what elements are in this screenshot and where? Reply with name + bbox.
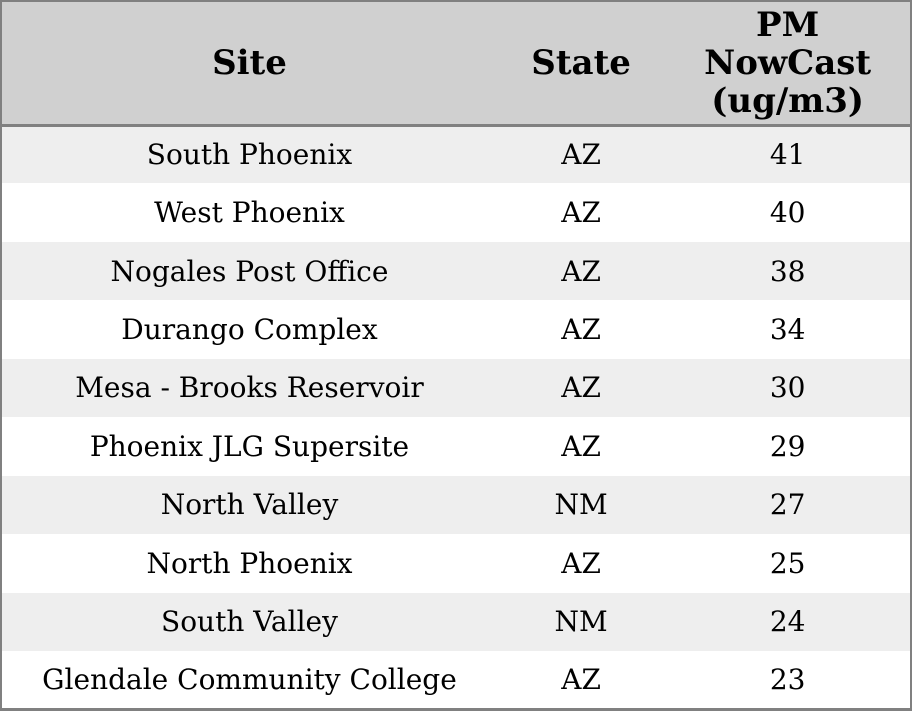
table-row: [1, 359, 911, 417]
state-cell: AZ: [561, 254, 601, 288]
table-body: [1, 125, 911, 710]
state-cell: AZ: [561, 313, 601, 347]
site-cell: Nogales Post Office: [110, 254, 389, 288]
table-row: [1, 242, 911, 300]
table-row: [1, 300, 911, 358]
column-header-pm-nowcast: [665, 1, 911, 125]
pm-nowcast-cell: 27: [769, 488, 806, 522]
state-cell: AZ: [561, 138, 601, 172]
column-header-site: [1, 1, 497, 125]
pm-nowcast-cell: 23: [769, 662, 806, 696]
column-header-state: [497, 1, 665, 125]
pm-nowcast-cell: 34: [769, 313, 806, 347]
pm-nowcast-cell: 29: [769, 429, 806, 463]
pm-nowcast-cell: 25: [769, 546, 806, 580]
pm-nowcast-cell: 40: [769, 196, 806, 230]
header-row: [1, 1, 911, 125]
table-row: [1, 183, 911, 241]
pm-nowcast-cell: 24: [769, 605, 806, 639]
state-cell: NM: [554, 488, 608, 522]
table-row: [1, 593, 911, 651]
site-cell: West Phoenix: [154, 196, 345, 230]
site-cell: North Valley: [160, 488, 339, 522]
site-cell: Durango Complex: [121, 313, 378, 347]
table-header: [1, 1, 911, 125]
site-cell: Phoenix JLG Supersite: [89, 429, 410, 463]
pm-nowcast-cell: 30: [769, 371, 806, 405]
table-row: [1, 125, 911, 183]
column-header-state-label: State: [531, 42, 631, 83]
table-row: [1, 476, 911, 534]
site-cell: Glendale Community College: [42, 662, 457, 696]
site-cell: South Phoenix: [146, 138, 353, 172]
site-cell: South Valley: [161, 605, 338, 639]
pm-nowcast-cell: 41: [769, 138, 806, 172]
column-header-pm-nowcast-label: PM NowCast (ug/m3): [704, 4, 872, 121]
state-cell: AZ: [561, 371, 601, 405]
state-cell: NM: [554, 605, 608, 639]
site-cell: North Phoenix: [146, 546, 353, 580]
table-row: [1, 417, 911, 475]
state-cell: AZ: [561, 662, 601, 696]
pm-nowcast-cell: 38: [769, 254, 806, 288]
site-cell: Mesa - Brooks Reservoir: [75, 371, 424, 405]
state-cell: AZ: [561, 196, 601, 230]
column-header-site-label: Site: [212, 42, 287, 83]
table-row: [1, 651, 911, 710]
table-row: [1, 534, 911, 592]
state-cell: AZ: [561, 429, 601, 463]
state-cell: AZ: [561, 546, 601, 580]
